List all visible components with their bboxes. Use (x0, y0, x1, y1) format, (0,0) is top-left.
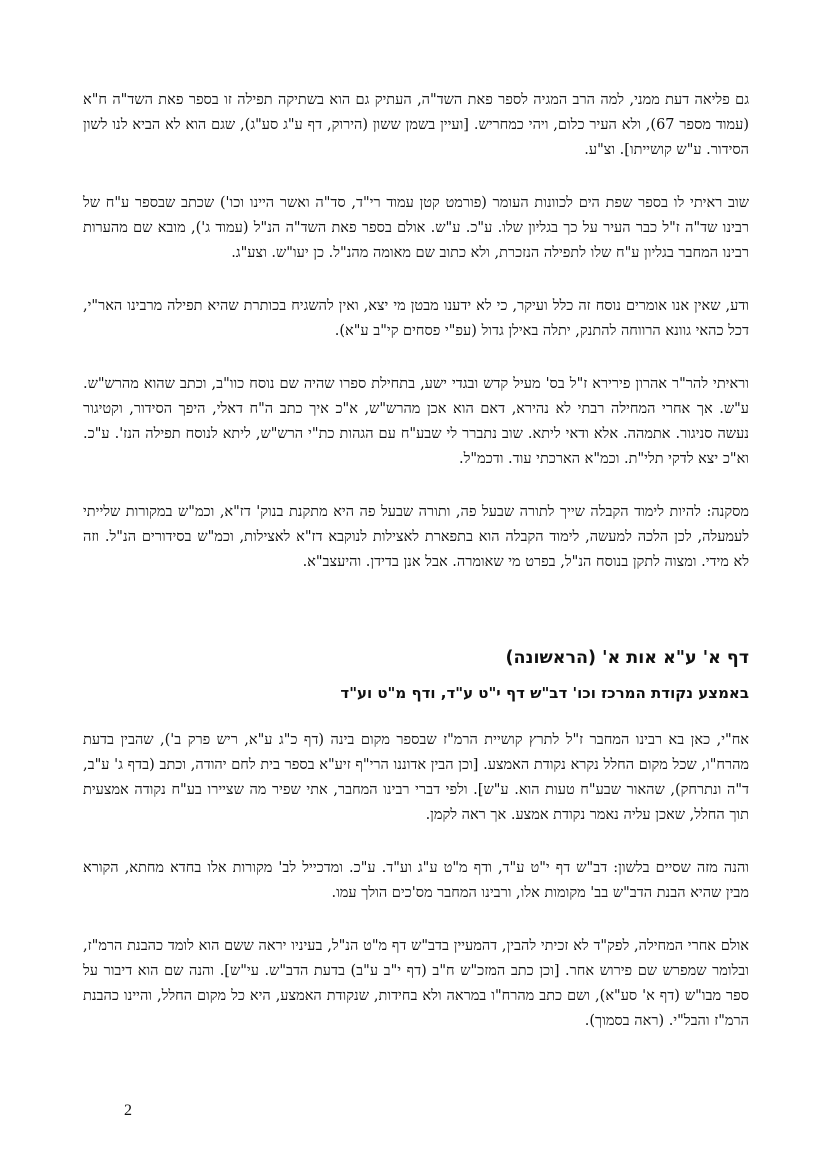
bottom-section (83, 728, 749, 1034)
body-paragraph: שוב ראיתי לו בספר שפת הים לכוונות העומר (פורמט קטן עמוד רי"ד, סד"ה ואשר היינו וכו') שכתב שבספר ע"ח של רבינו שד"ה ז"ל כבר העיר על כך בגליון שלו. ע"כ. ע"ש. אולם בספר פאת השד"ה הנ"ל (עמוד ג'), מובא שם מהערות רבינו המחבר בגליון ע"ח שלו לתפילה הנזכרת, ולא כתוב שם מאומה מהנ"ל. כן יעו"ש. וצע"ג. (83, 195, 749, 261)
body-paragraph: אח"י, כאן בא רבינו המחבר ז"ל לתרץ קושיית הרמ"ז שבספר מקום בינה (דף כ"ג ע"א, ריש פרק ב'), שהבין בדעת מהרח"ו, שכל מקום החלל נקרא נקודת האמצע. [וכן הבין אדוננו הרי"ף זיע"א בספר בית לחם יהודה, וכתב (בדף ג' ע"ב, ד"ה ונתרחק), שהאור שבע"ח טעות הוא. ע"ש]. ולפי דברי רבינו המחבר, אתי שפיר מה שציירו בע"ח נקודה אמצעית תוך החלל, שאכן עליה נאמר נקודת אמצע. אך ראה לקמן. (83, 732, 749, 823)
page-number: 2 (124, 1102, 132, 1119)
body-paragraph: אולם אחרי המחילה, לפק"ד לא זכיתי להבין, דהמעיין בדב"ש דף מ"ט הנ"ל, בעיניו יראה ששם הוא לומד כהבנת הרמ"ז, ובלומר שמפרש שם פירוש אחר. [וכן כתב המזכ"ש ח"ב (דף י"ב ע"ב) בדעת הדב"ש. עי"ש]. והנה שם הוא דיבור על ספר מבו"ש (דף א' סע"א), ושם כתב מהרח"ו במראה ולא בחידות, שנקודת האמצע, היא כל מקום החלל, והיינו כהבנת הרמ"ז והבל"י. (ראה בסמוך). (83, 938, 749, 1029)
body-paragraph: וראיתי להר"ר אהרון פירירא ז"ל בס' מעיל קדש ובגדי ישע, בתחילת ספרו שהיה שם נוסח כוו"ב, וכתב שהוא מהרש"ש. ע"ש. אך אחרי המחילה רבתי לא נהירא, דאם הוא אכן מהרש"ש, א"כ איך כתב ה"ח דאלי, היפך הסידור, וקטיגור נעשה סניגור. אתמהה. אלא ודאי ליתא. שוב נתברר לי שבע"ח עם הגהות כת"י הרש"ש, ליתא לנוסח תפילה הנז'. ע"כ. וא"כ יצא לדקי תלי"ת. וכמ"א הארכתי עוד. ודכמ"ל. (83, 376, 749, 467)
body-paragraph: ודע, שאין אנו אומרים נוסח זה כלל ועיקר, כי לא ידענו מבטן מי יצא, ואין להשגיח בכותרת שהיא תפילה מרבינו האר"י, דכל כהאי גוונא הרווחה להתנק, יתלה באילן גדול (עפ"י פסחים קי"ב ע"א). (83, 298, 750, 339)
body-paragraph: מסקנה: להיות לימוד הקבלה שייך לתורה שבעל פה, ותורה שבעל פה היא מתקנת בנוק' דז"א, וכמ"ש במקורות שלייתי לעמעלה, לכן הלכה למעשה, לימוד הקבלה הוא בתפארת לאצילות לנוקבא דז"א לאצילות, וכמ"ש בסידורים הנ"ל. וזה לא מידי. ומצוה לתקן בנוסח הנ"ל, בפרט מי שאומרה. אבל אנן בדידן. והיעצב"א. (83, 504, 749, 570)
section-heading-block (83, 648, 749, 668)
body-paragraph: והנה מזה שסיים בלשון: דב"ש דף י"ט ע"ד, ודף מ"ט ע"ג וע"ד. ע"כ. ומדכייל לב' מקורות אלו בחדא מחתא, הקורא מבין שהיא הבנת הדב"ש בב' מקומות אלו, ורבינו המחבר מס'כים הולך עמו. (83, 860, 749, 901)
sub-heading: באמצע נקודת המרכז וכו' דב"ש דף י"ט ע"ד, ודף מ"ט וע"ד (340, 684, 749, 702)
section-heading: דף א' ע"א אות א' (הראשונה) (505, 648, 749, 668)
body-paragraph: גם פליאה דעת ממני, למה הרב המגיה לספר פאת השד"ה, העתיק גם הוא בשתיקה תפילה זו בספר פאת השד"ה ח"א (עמוד מספר 67), ולא העיר כלום, ויהי כמחריש. [ועיין בשמן ששון (הירוק, דף ע"ג סע"ג), שגם הוא לא הביא לנו לשון הסידור. ע"ש קושייתו]. וצ"ע. (83, 92, 749, 158)
sub-heading-block (83, 684, 749, 702)
top-section (83, 88, 749, 575)
